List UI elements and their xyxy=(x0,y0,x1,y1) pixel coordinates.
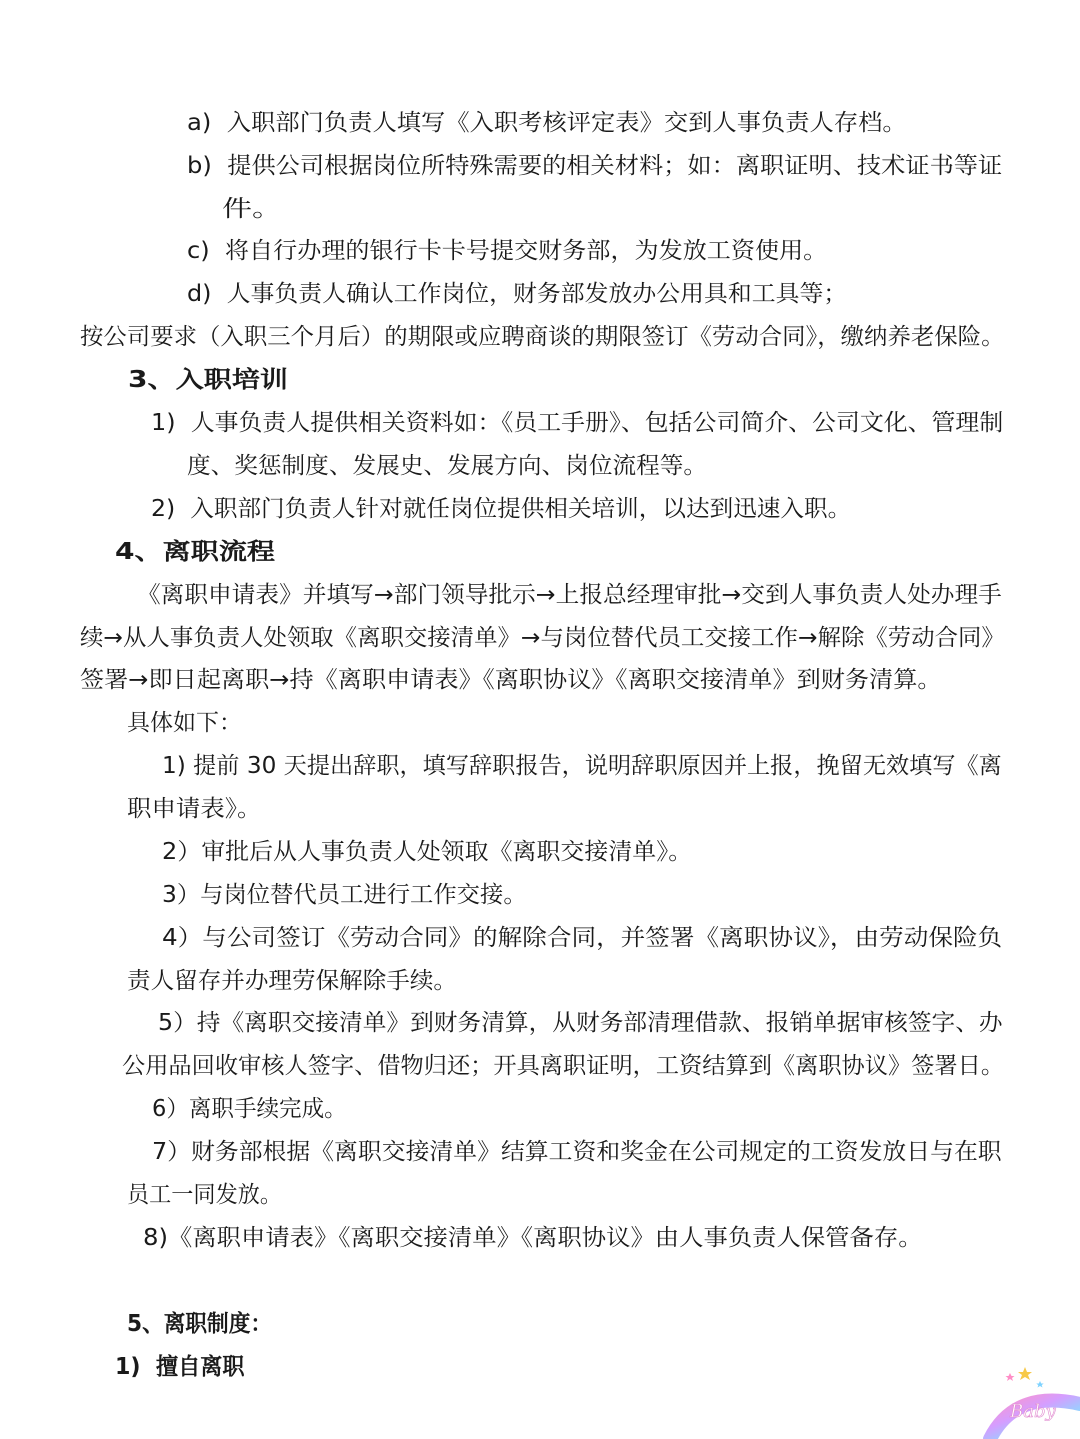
resign-step-1: 1) 提前 30 天提出辞职，填写辞职报告，说明辞职原因并上报，挽留无效填写《离 xyxy=(162,753,1002,779)
section-heading-3: 3、入职培训 xyxy=(128,367,289,393)
resign-step-6: 6）离职手续完成。 xyxy=(152,1096,347,1122)
resign-step-1-cont: 职申请表》。 xyxy=(127,796,262,822)
training-item-2: 2) 入职部门负责人针对就任岗位提供相关培训，以达到迅速入职。 xyxy=(151,496,852,522)
resign-flow-line-3: 签署→即日起离职→持《离职申请表》《离职协议》《离职交接清单》到财务清算。 xyxy=(80,667,942,693)
resign-flow-line-2: 续→从人事负责人处领取《离职交接清单》→与岗位替代员工交接工作→解除《劳动合同》 xyxy=(80,625,1005,651)
policy-item-1: 1) 擅自离职 xyxy=(115,1354,245,1380)
list-item-d: d) 人事负责人确认工作岗位，财务部发放办公用具和工具等； xyxy=(187,281,848,307)
resign-step-4: 4）与公司签订《劳动合同》的解除合同，并签署《离职协议》，由劳动保险负 xyxy=(162,925,1003,951)
resign-step-7-cont: 员工一同发放。 xyxy=(127,1182,282,1208)
resign-step-5-cont: 公用品回收审核人签字、借物归还；开具离职证明，工资结算到《离职协议》签署日。 xyxy=(122,1053,1005,1079)
contract-paragraph: 按公司要求（入职三个月后）的期限或应聘商谈的期限签订《劳动合同》，缴纳养老保险。 xyxy=(80,324,1005,350)
list-item-c: c) 将自行办理的银行卡卡号提交财务部，为发放工资使用。 xyxy=(187,238,828,264)
resign-step-4-cont: 责人留存并办理劳保解除手续。 xyxy=(127,968,457,994)
list-item-b: b) 提供公司根据岗位所特殊需要的相关材料；如：离职证明、技术证书等证 xyxy=(187,153,1003,179)
list-item-a: a) 入职部门负责人填写《入职考核评定表》交到人事负责人存档。 xyxy=(187,110,907,136)
star-icon xyxy=(1006,1373,1015,1381)
resign-step-8: 8)《离职申请表》《离职交接清单》《离职协议》由人事负责人保管备存。 xyxy=(143,1225,923,1251)
details-heading: 具体如下： xyxy=(127,710,242,736)
star-icon xyxy=(1018,1367,1032,1380)
resign-step-3: 3）与岗位替代员工进行工作交接。 xyxy=(162,882,527,908)
rainbow-watermark-logo xyxy=(970,1359,1080,1439)
resign-step-5: 5）持《离职交接清单》到财务清算，从财务部清理借款、报销单据审核签字、办 xyxy=(158,1010,1003,1036)
list-item-b-cont: 件。 xyxy=(222,196,282,222)
training-item-1-cont: 度、奖惩制度、发展史、发展方向、岗位流程等。 xyxy=(187,453,708,479)
watermark-text: Baby xyxy=(1010,1401,1056,1422)
training-item-1: 1) 人事负责人提供相关资料如：《员工手册》、包括公司简介、公司文化、管理制 xyxy=(151,410,1004,436)
resign-step-7: 7）财务部根据《离职交接清单》结算工资和奖金在公司规定的工资发放日与在职 xyxy=(152,1139,1002,1165)
section-heading-5: 5、离职制度： xyxy=(127,1311,273,1337)
star-icon xyxy=(1036,1381,1043,1388)
resign-flow-line-1: 《离职申请表》并填写→部门领导批示→上报总经理审批→交到人事负责人处办理手 xyxy=(137,582,1002,608)
resign-step-2: 2）审批后从人事负责人处领取《离职交接清单》。 xyxy=(162,839,693,865)
section-heading-4: 4、离职流程 xyxy=(115,539,276,565)
